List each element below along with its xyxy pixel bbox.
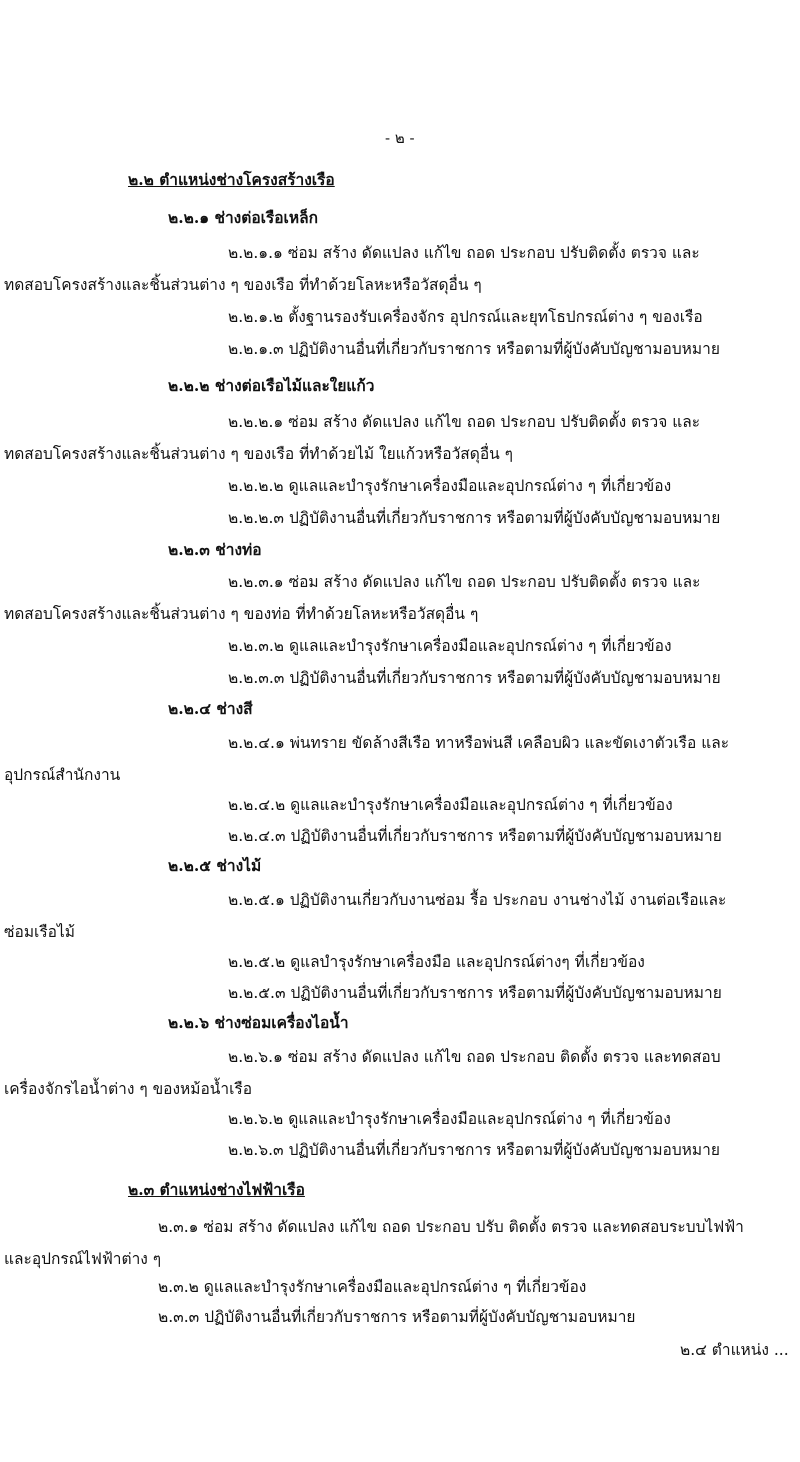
subsection-title-2-2-5: ๒.๒.๕ ช่างไม้	[168, 856, 262, 875]
item-2-2-3-3: ๒.๒.๓.๓ ปฏิบัติงานอื่นที่เกี่ยวกับราชการ หรือตามที่ผู้บังคับบัญชามอบหมาย	[228, 669, 721, 687]
item-2-2-5-3: ๒.๒.๕.๓ ปฏิบัติงานอื่นที่เกี่ยวกับราชการ หรือตามที่ผู้บังคับบัญชามอบหมาย	[228, 984, 722, 1002]
subsection-title-2-2-1: ๒.๒.๑ ช่างต่อเรือเหล็ก	[168, 208, 318, 227]
continuation-marker: ๒.๔ ตำแหน่ง ...	[680, 1341, 789, 1359]
subsection-title-2-2-4: ๒.๒.๔ ช่างสี	[168, 699, 253, 718]
item-2-2-1-2: ๒.๒.๑.๒ ตั้งฐานรองรับเครื่องจักร อุปกรณ์และยุทโธปกรณ์ต่าง ๆ ของเรือ	[228, 308, 703, 326]
subsection-title-2-2-3: ๒.๒.๓ ช่างท่อ	[168, 540, 262, 559]
subsection-title-2-2-6: ๒.๒.๖ ช่างซ่อมเครื่องไอน้ำ	[168, 1013, 349, 1032]
item-2-2-3-2: ๒.๒.๓.๒ ดูแลและบำรุงรักษาเครื่องมือและอุปกรณ์ต่าง ๆ ที่เกี่ยวข้อง	[228, 637, 672, 655]
item-2-2-2-2: ๒.๒.๒.๒ ดูแลและบำรุงรักษาเครื่องมือและอุปกรณ์ต่าง ๆ ที่เกี่ยวข้อง	[228, 477, 672, 495]
item-2-3-1-line-2: และอุปกรณ์ไฟฟ้าต่าง ๆ	[4, 1250, 162, 1268]
item-2-2-6-1-line-2: เครื่องจักรไอน้ำต่าง ๆ ของหม้อน้ำเรือ	[4, 1080, 253, 1098]
section-heading-2-2: ๒.๒ ตำแหน่งช่างโครงสร้างเรือ	[128, 170, 335, 189]
item-2-2-2-1-line-2: ทดสอบโครงสร้างและชิ้นส่วนต่าง ๆ ของเรือ ที่ทำด้วยไม้ ใยแก้วหรือวัสดุอื่น ๆ	[4, 445, 513, 463]
item-2-3-2: ๒.๓.๒ ดูแลและบำรุงรักษาเครื่องมือและอุปกรณ์ต่าง ๆ ที่เกี่ยวข้อง	[158, 1278, 587, 1296]
item-2-2-1-1-line-1: ๒.๒.๑.๑ ซ่อม สร้าง ดัดแปลง แก้ไข ถอด ประกอบ ปรับติดตั้ง ตรวจ และ	[228, 244, 700, 262]
item-2-2-2-1-line-1: ๒.๒.๒.๑ ซ่อม สร้าง ดัดแปลง แก้ไข ถอด ประกอบ ปรับติดตั้ง ตรวจ และ	[228, 413, 701, 431]
item-2-3-3: ๒.๓.๓ ปฏิบัติงานอื่นที่เกี่ยวกับราชการ หรือตามที่ผู้บังคับบัญชามอบหมาย	[158, 1308, 636, 1326]
item-2-2-4-2: ๒.๒.๔.๒ ดูแลและบำรุงรักษาเครื่องมือและอุปกรณ์ต่าง ๆ ที่เกี่ยวข้อง	[228, 796, 673, 814]
item-2-2-5-1-line-1: ๒.๒.๕.๑ ปฏิบัติงานเกี่ยวกับงานซ่อม รื้อ ประกอบ งานช่างไม้ งานต่อเรือและ	[228, 891, 727, 909]
page-number: - ๒ -	[385, 129, 415, 147]
subsection-title-2-2-2: ๒.๒.๒ ช่างต่อเรือไม้และใยแก้ว	[168, 376, 375, 395]
item-2-2-2-3: ๒.๒.๒.๓ ปฏิบัติงานอื่นที่เกี่ยวกับราชการ หรือตามที่ผู้บังคับบัญชามอบหมาย	[228, 509, 721, 527]
item-2-2-6-2: ๒.๒.๖.๒ ดูแลและบำรุงรักษาเครื่องมือและอุปกรณ์ต่าง ๆ ที่เกี่ยวข้อง	[228, 1110, 671, 1128]
item-2-2-5-2: ๒.๒.๕.๒ ดูแลบำรุงรักษาเครื่องมือ และอุปกรณ์ต่างๆ ที่เกี่ยวข้อง	[228, 953, 645, 971]
item-2-2-1-3: ๒.๒.๑.๓ ปฏิบัติงานอื่นที่เกี่ยวกับราชการ หรือตามที่ผู้บังคับบัญชามอบหมาย	[228, 340, 720, 358]
item-2-2-4-1-line-2: อุปกรณ์สำนักงาน	[4, 766, 121, 784]
item-2-2-3-1-line-1: ๒.๒.๓.๑ ซ่อม สร้าง ดัดแปลง แก้ไข ถอด ประกอบ ปรับติดตั้ง ตรวจ และ	[228, 573, 701, 591]
item-2-2-4-1-line-1: ๒.๒.๔.๑ พ่นทราย ขัดล้างสีเรือ ทาหรือพ่นสี เคลือบผิว และขัดเงาตัวเรือ และ	[228, 734, 730, 752]
item-2-2-5-1-line-2: ซ่อมเรือไม้	[4, 923, 75, 941]
item-2-3-1-line-1: ๒.๓.๑ ซ่อม สร้าง ดัดแปลง แก้ไข ถอด ประกอบ ปรับ ติดตั้ง ตรวจ และทดสอบระบบไฟฟ้า	[158, 1218, 744, 1236]
item-2-2-6-3: ๒.๒.๖.๓ ปฏิบัติงานอื่นที่เกี่ยวกับราชการ หรือตามที่ผู้บังคับบัญชามอบหมาย	[228, 1141, 720, 1159]
item-2-2-3-1-line-2: ทดสอบโครงสร้างและชิ้นส่วนต่าง ๆ ของท่อ ที่ทำด้วยโลหะหรือวัสดุอื่น ๆ	[4, 605, 479, 623]
item-2-2-4-3: ๒.๒.๔.๓ ปฏิบัติงานอื่นที่เกี่ยวกับราชการ หรือตามที่ผู้บังคับบัญชามอบหมาย	[228, 827, 722, 845]
section-heading-2-3: ๒.๓ ตำแหน่งช่างไฟฟ้าเรือ	[128, 1180, 305, 1199]
item-2-2-1-1-line-2: ทดสอบโครงสร้างและชิ้นส่วนต่าง ๆ ของเรือ ที่ทำด้วยโลหะหรือวัสดุอื่น ๆ	[4, 276, 482, 294]
item-2-2-6-1-line-1: ๒.๒.๖.๑ ซ่อม สร้าง ดัดแปลง แก้ไข ถอด ประกอบ ติดตั้ง ตรวจ และทดสอบ	[228, 1048, 721, 1066]
